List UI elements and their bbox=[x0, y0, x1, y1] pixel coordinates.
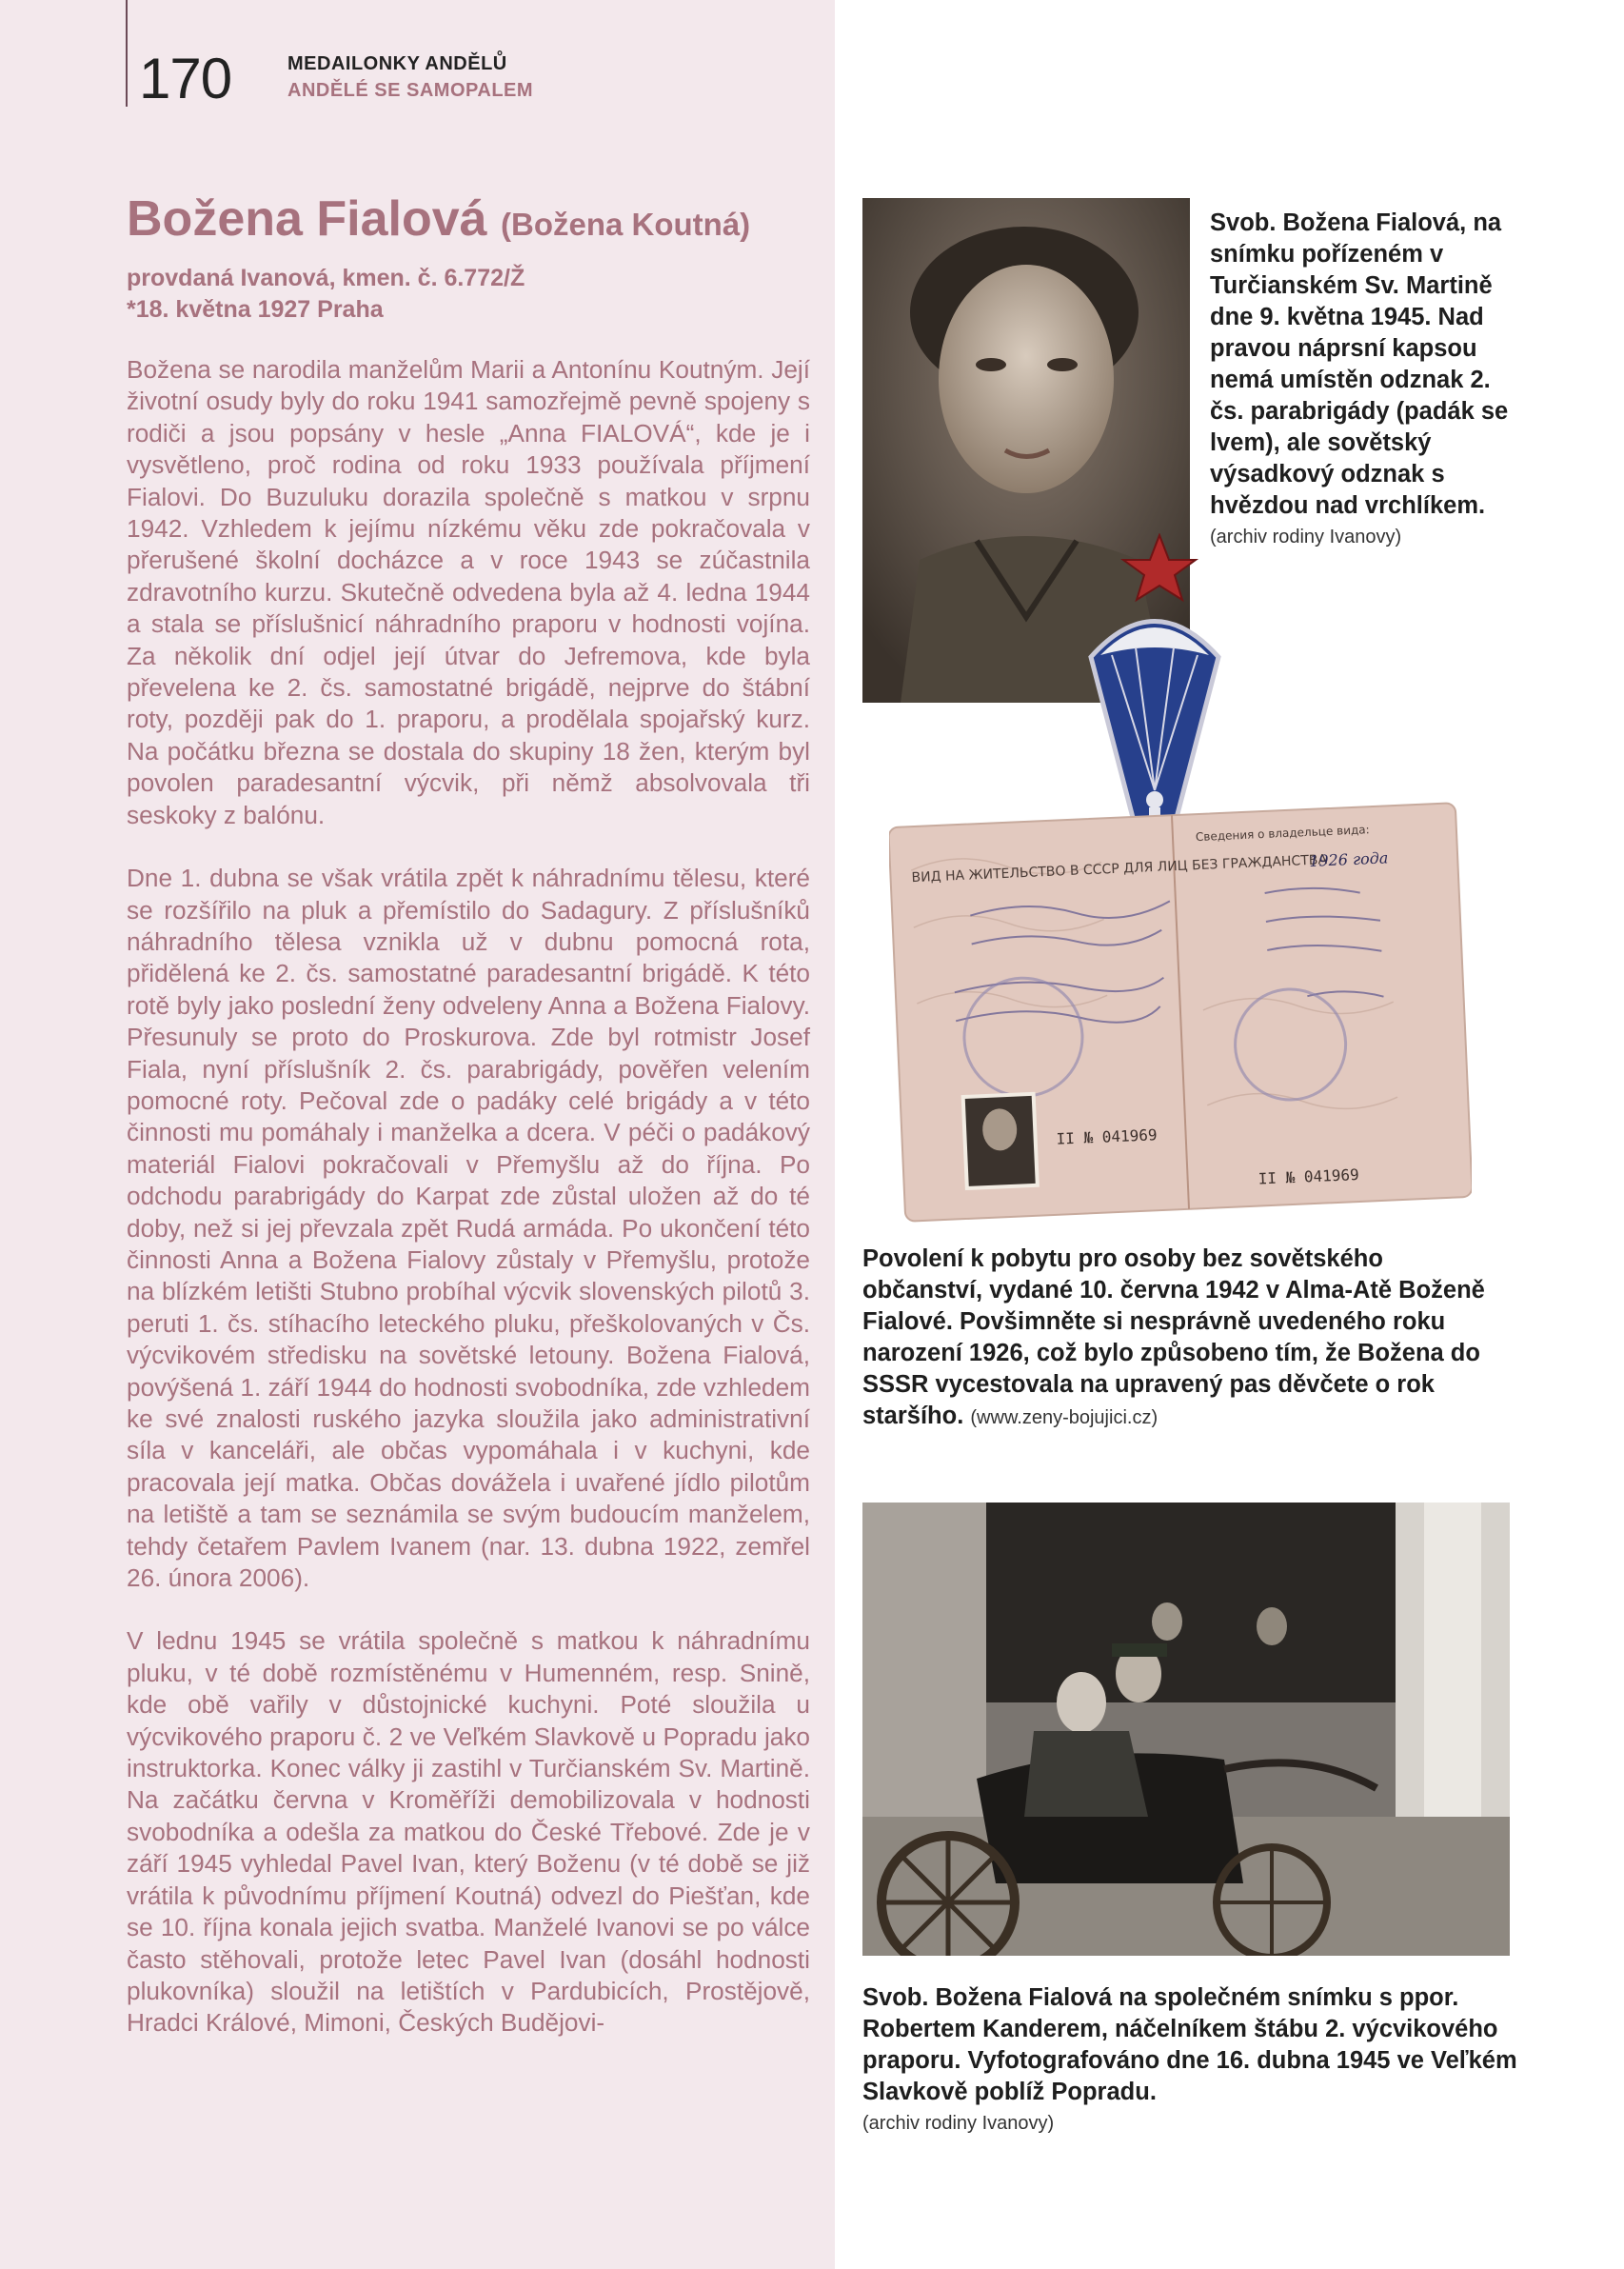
article-title bbox=[127, 190, 750, 248]
portrait-caption bbox=[1210, 208, 1524, 553]
document-caption-source: (www.zeny-bojujici.cz) bbox=[970, 1407, 1159, 1428]
portrait-caption-text: Svob. Božena Fialová, na snímku pořízeném v Turčianském Sv. Martině dne 9. května 1945. Nad pravou náprsní kapsou nemá umístěn odznak 2. čs. parabrigády (padák se lvem), ale sovětský výsadkový odznak s hvězdou nad vrchlíkem. bbox=[1210, 209, 1509, 519]
header-rule bbox=[126, 0, 128, 107]
body-paragraph-1: Božena se narodila manželům Marii a Antonínu Koutným. Její životní osudy byly do roku 1941 samozřejmě pevně spojeny s rodiči a jsou popsány v hesle „Anna FIALOVÁ“, kde je i vysvětleno, proč rodina od roku 1933 používala příjmení Fialovi. Do Buzuluku dorazila společně s matkou v srpnu 1942. Vzhledem k jejímu nízkému věku zde pokračovala v přerušené školní docházce a v roce 1943 se zúčastnila zdravotního kurzu. Skutečně odvedena byla až 4. ledna 1944 a stala se příslušnicí náhradního praporu v hodnosti vojína. Za několik dní odjel její útvar do Jefremova, kde byla převelena ke 2. čs. samostatné brigádě, nejprve do štábní roty, později pak do 1. praporu, a prodělala spojařský kurz. Na počátku března se dostala do skupiny 18 žen, kterým byl povolen paradesantní výcvik, při němž absolvovala tři seskoky z balónu. bbox=[127, 355, 810, 829]
carriage-photo bbox=[862, 1503, 1510, 1956]
document-year-written: 1926 года bbox=[1308, 848, 1389, 870]
article-body bbox=[127, 354, 810, 2071]
carriage-caption bbox=[862, 1982, 1529, 2140]
birth-line: *18. května 1927 Praha bbox=[127, 296, 384, 323]
document-left-heading: ВИД НА ЖИТЕЛЬСТВО В СССР ДЛЯ ЛИЦ БЕЗ ГРАЖДАНСТВА bbox=[911, 852, 1328, 886]
married-line: provdaná Ivanová, kmen. č. 6.772/Ž bbox=[127, 265, 525, 291]
maiden-name: (Božena Koutná) bbox=[501, 207, 751, 242]
residence-permit-document bbox=[889, 802, 1472, 1223]
body-paragraph-3: V lednu 1945 se vrátila společně s matkou k náhradnímu pluku, v té době rozmístěnému v Humenném, resp. Snině, kde obě vařily v důstojnické kuchyni. Poté sloužila u výcvikového praporu č. 2 ve Veľkém Slavkově u Popradu jako instruktorka. Konec války ji zastihl v Turčianském Sv. Martině. Na začátku června v Kroměříži demobilizovala v hodnosti svobodníka a odešla za matkou do České Třebové. Zde je v září 1945 vyhledal Pavel Ivan, který Boženu (v té době se již vrátila k původnímu příjmení Koutná) odvezl do Piešťan, kde se 10. října konala jejich svatba. Manželé Ivanovi se po válce často stěhovali, protože letec Pavel Ivan (dosáhl hodnosti plukovníka) sloužil na letištích v Pardubicích, Prostějově, Hradci Králové, Mimoni, Českých Budějovi- bbox=[127, 1626, 810, 2038]
document-caption bbox=[862, 1244, 1510, 1434]
document-serial-left: II № 041969 bbox=[1056, 1125, 1158, 1148]
page-number: 170 bbox=[139, 47, 232, 110]
carriage-caption-source: (archiv rodiny Ivanovy) bbox=[862, 2113, 1055, 2134]
subsection-title: ANDĚLÉ SE SAMOPALEM bbox=[287, 80, 534, 101]
document-serial-right: II № 041969 bbox=[1258, 1164, 1359, 1188]
person-name: Božena Fialová bbox=[127, 191, 487, 247]
person-details bbox=[127, 263, 525, 326]
document-caption-text: Povolení k pobytu pro osoby bez sovětského občanství, vydané 10. června 1942 v Alma-Atě Boženě Fialové. Povšimněte si nesprávně uvedeného roku narození 1926, což bylo způsobeno tím, že Božena do SSSR vycestovala na upravený pas děvčete o rok staršího. bbox=[862, 1245, 1485, 1429]
portrait-caption-source: (archiv rodiny Ivanovy) bbox=[1210, 527, 1402, 547]
body-paragraph-2: Dne 1. dubna se však vrátila zpět k náhradnímu tělesu, které se rozšířilo na pluk a přemístilo do Sadagury. Z příslušníků náhradního tělesa vznikla už v dubnu pomocná rota, přidělená ke 2. čs. samostatné paradesantní brigádě. K této rotě byly jako poslední ženy odveleny Anna a Božena Fialovy. Přesunuly se proto do Proskurova. Zde byl rotmistr Josef Fiala, nyní příslušník 2. čs. parabrigády, pověřen velením pomocné roty. Pečoval zde o padáky celé brigády a v této činnosti mu pomáhaly i manželka a dcera. V péči o padákový materiál Fialovi pokračovali v Přemyšlu až do října. Po odchodu parabrigády do Karpat zde zůstal uložen až do té doby, než si jej převzala zpět Rudá armáda. Po ukončení této činnosti Anna a Božena Fialovy zůstaly v Přemyšlu, protože na blízkém letišti Stubno probíhal výcvik slovenských pilotů 3. peruti 1. čs. stíhacího leteckého pluku, přeškolovaných v Čs. výcvikovém středisku na sovětské letouny. Božena Fialová, povýšená 1. září 1944 do hodnosti svobodníka, zde vzhledem ke své znalosti ruského jazyka sloužila jako administrativní síla v kanceláři, ale občas vypomáhala i v kuchyni, kde pracovala její matka. Občas dovážela i uvařené jídlo pilotům na letiště a tam se seznámila se svým budoucím manželem, tehdy četařem Pavlem Ivanem (nar. 13. dubna 1922, zemřel 26. února 2006). bbox=[127, 864, 810, 1593]
document-right-heading: Сведения о владельце вида: bbox=[1195, 823, 1370, 845]
star-icon bbox=[1123, 535, 1196, 600]
carriage-caption-text: Svob. Božena Fialová na společném snímku s ppor. Robertem Kanderem, náčelníkem štábu 2. výcvikového praporu. Vyfotografováno dne 16. dubna 1945 ve Veľkém Slavkově poblíž Popradu. bbox=[862, 1984, 1517, 2105]
section-title: MEDAILONKY ANDĚLŮ bbox=[287, 53, 507, 74]
